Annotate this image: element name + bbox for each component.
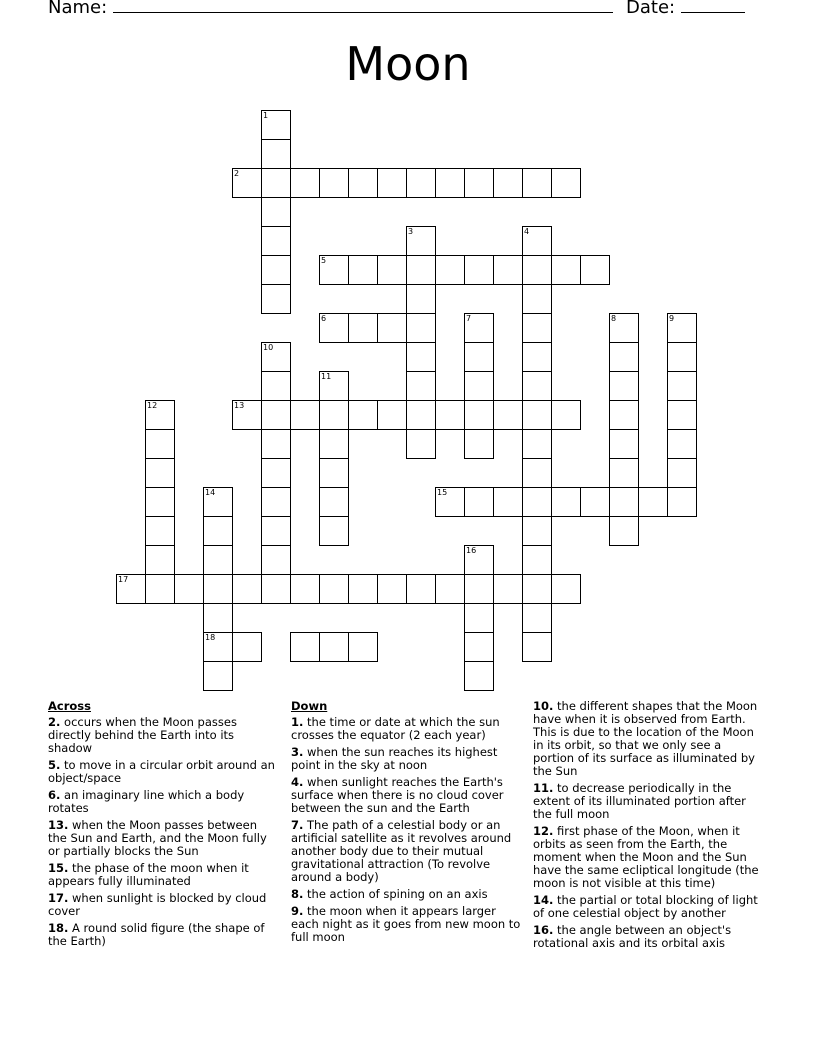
crossword-cell[interactable] bbox=[464, 313, 494, 343]
crossword-cell[interactable] bbox=[406, 371, 436, 401]
crossword-cell[interactable] bbox=[522, 458, 552, 488]
page-title: Moon bbox=[345, 37, 471, 91]
crossword-cell[interactable] bbox=[261, 168, 291, 198]
crossword-cell[interactable] bbox=[348, 168, 378, 198]
cell-number: 9 bbox=[669, 314, 675, 323]
crossword-cell[interactable] bbox=[493, 487, 523, 517]
clue-item bbox=[291, 776, 523, 815]
crossword-cell[interactable] bbox=[261, 487, 291, 517]
cell-number: 18 bbox=[205, 633, 216, 642]
clue-number: 7. bbox=[291, 818, 304, 832]
cell-number: 7 bbox=[466, 314, 472, 323]
cell-number: 15 bbox=[437, 488, 448, 497]
clue-item bbox=[48, 862, 276, 888]
clue-text: the different shapes that the Moon have when it is observed from Earth. This is due to the location of the Moon in its orbit, so that we only see a portion of its surface as illuminated by the Sun bbox=[533, 699, 758, 778]
crossword-cell[interactable] bbox=[609, 429, 639, 459]
crossword-cell[interactable] bbox=[261, 226, 291, 256]
crossword-cell[interactable] bbox=[464, 632, 494, 662]
clue-item bbox=[48, 716, 276, 755]
crossword-cell[interactable] bbox=[464, 661, 494, 691]
cell-number: 16 bbox=[466, 546, 477, 555]
cell-number: 3 bbox=[408, 227, 414, 236]
crossword-cell[interactable] bbox=[464, 603, 494, 633]
clue-text: the moon when it appears larger each night as it goes from new moon to full moon bbox=[291, 904, 521, 944]
crossword-cell[interactable] bbox=[261, 110, 291, 140]
crossword-cell[interactable] bbox=[319, 574, 349, 604]
down-clue-list bbox=[291, 716, 523, 944]
clue-text: A round solid figure (the shape of the Earth) bbox=[48, 921, 265, 948]
crossword-cell[interactable] bbox=[551, 255, 581, 285]
crossword-cell[interactable] bbox=[406, 255, 436, 285]
crossword-cell[interactable] bbox=[609, 371, 639, 401]
crossword-cell[interactable] bbox=[522, 255, 552, 285]
crossword-cell[interactable] bbox=[493, 255, 523, 285]
crossword-cell[interactable] bbox=[522, 603, 552, 633]
crossword-cell[interactable] bbox=[667, 458, 697, 488]
crossword-cell[interactable] bbox=[609, 400, 639, 430]
clue-number: 10. bbox=[533, 699, 554, 713]
crossword-cell[interactable] bbox=[261, 400, 291, 430]
crossword-cell[interactable] bbox=[319, 168, 349, 198]
clue-number: 11. bbox=[533, 781, 554, 795]
crossword-cell[interactable] bbox=[522, 400, 552, 430]
cell-number: 10 bbox=[263, 343, 274, 352]
crossword-cell[interactable] bbox=[464, 545, 494, 575]
crossword-cell[interactable] bbox=[609, 487, 639, 517]
crossword-cell[interactable] bbox=[319, 487, 349, 517]
clue-item bbox=[48, 922, 276, 948]
clue-item bbox=[48, 819, 276, 858]
clue-item bbox=[48, 789, 276, 815]
clue-number: 12. bbox=[533, 824, 554, 838]
clue-item bbox=[533, 894, 765, 920]
clue-number: 13. bbox=[48, 818, 69, 832]
clue-number: 18. bbox=[48, 921, 69, 935]
cell-number: 13 bbox=[234, 401, 245, 410]
crossword-cell[interactable] bbox=[145, 429, 175, 459]
crossword-cell[interactable] bbox=[377, 255, 407, 285]
crossword-cell[interactable] bbox=[609, 516, 639, 546]
crossword-cell[interactable] bbox=[522, 429, 552, 459]
clue-item bbox=[291, 716, 523, 742]
crossword-cell[interactable] bbox=[667, 342, 697, 372]
crossword-cell[interactable] bbox=[464, 255, 494, 285]
crossword-cell[interactable] bbox=[522, 371, 552, 401]
crossword-cell[interactable] bbox=[232, 168, 262, 198]
crossword-cell[interactable] bbox=[464, 400, 494, 430]
crossword-cell[interactable] bbox=[348, 313, 378, 343]
crossword-cell[interactable] bbox=[348, 400, 378, 430]
crossword-cell[interactable] bbox=[406, 342, 436, 372]
crossword-cell[interactable] bbox=[348, 632, 378, 662]
crossword-cell[interactable] bbox=[203, 516, 233, 546]
crossword-cell[interactable] bbox=[319, 458, 349, 488]
clue-item bbox=[533, 782, 765, 821]
crossword-cell[interactable] bbox=[522, 516, 552, 546]
crossword-cell[interactable] bbox=[667, 429, 697, 459]
cell-number: 8 bbox=[611, 314, 617, 323]
crossword-cell[interactable] bbox=[319, 429, 349, 459]
crossword-cell[interactable] bbox=[522, 574, 552, 604]
crossword-cell[interactable] bbox=[435, 574, 465, 604]
clue-text: occurs when the Moon passes directly behind the Earth into its shadow bbox=[48, 715, 237, 755]
crossword-cell[interactable] bbox=[232, 574, 262, 604]
clue-text: when the Moon passes between the Sun and Earth, and the Moon fully or partially blocks the Sun bbox=[48, 818, 267, 858]
down-clues-continued bbox=[533, 700, 765, 954]
crossword-cell[interactable] bbox=[290, 632, 320, 662]
date-label: Date: bbox=[626, 0, 676, 18]
cell-number: 1 bbox=[263, 111, 269, 120]
crossword-cell[interactable] bbox=[261, 574, 291, 604]
clue-item bbox=[291, 905, 523, 944]
clue-text: when the sun reaches its highest point in the sky at noon bbox=[291, 745, 498, 772]
clue-text: the time or date at which the sun crosses the equator (2 each year) bbox=[291, 715, 500, 742]
clue-text: the partial or total blocking of light of one celestial object by another bbox=[533, 893, 758, 920]
crossword-cell[interactable] bbox=[522, 342, 552, 372]
clue-number: 15. bbox=[48, 861, 69, 875]
crossword-cell[interactable] bbox=[435, 168, 465, 198]
clue-text: to decrease periodically in the extent of its illuminated portion after the full moon bbox=[533, 781, 746, 821]
clue-number: 5. bbox=[48, 758, 61, 772]
crossword-cell[interactable] bbox=[377, 168, 407, 198]
crossword-cell[interactable] bbox=[377, 313, 407, 343]
crossword-cell[interactable] bbox=[551, 168, 581, 198]
crossword-cell[interactable] bbox=[261, 342, 291, 372]
clue-item bbox=[48, 892, 276, 918]
crossword-cell[interactable] bbox=[435, 487, 465, 517]
crossword-cell[interactable] bbox=[261, 371, 291, 401]
crossword-cell[interactable] bbox=[406, 226, 436, 256]
crossword-cell[interactable] bbox=[522, 226, 552, 256]
cell-number: 11 bbox=[321, 372, 332, 381]
crossword-cell[interactable] bbox=[290, 168, 320, 198]
crossword-cell[interactable] bbox=[203, 632, 233, 662]
clue-number: 9. bbox=[291, 904, 304, 918]
crossword-cell[interactable] bbox=[203, 603, 233, 633]
crossword-cell[interactable] bbox=[203, 661, 233, 691]
clue-text: to move in a circular orbit around an object/space bbox=[48, 758, 275, 785]
crossword-cell[interactable] bbox=[551, 400, 581, 430]
crossword-cell[interactable] bbox=[261, 429, 291, 459]
crossword-cell[interactable] bbox=[406, 429, 436, 459]
clue-number: 14. bbox=[533, 893, 554, 907]
clue-text: when sunlight reaches the Earth's surface when there is no cloud cover between the sun and the Earth bbox=[291, 775, 504, 815]
crossword-cell[interactable] bbox=[406, 284, 436, 314]
clue-text: The path of a celestial body or an artificial satellite as it revolves around another body due to their mutual gravitational attraction (To revolve around a body) bbox=[291, 818, 512, 884]
crossword-cell[interactable] bbox=[145, 487, 175, 517]
crossword-cell[interactable] bbox=[319, 516, 349, 546]
crossword-cell[interactable] bbox=[406, 168, 436, 198]
clue-item bbox=[291, 746, 523, 772]
crossword-cell[interactable] bbox=[145, 516, 175, 546]
crossword-cell[interactable] bbox=[232, 400, 262, 430]
crossword-cell[interactable] bbox=[551, 487, 581, 517]
clue-text: the action of spining on an axis bbox=[303, 887, 488, 901]
crossword-cell[interactable] bbox=[522, 632, 552, 662]
crossword-cell[interactable] bbox=[522, 313, 552, 343]
crossword-cell[interactable] bbox=[174, 574, 204, 604]
clue-number: 8. bbox=[291, 887, 304, 901]
crossword-cell[interactable] bbox=[609, 458, 639, 488]
down-heading: Down bbox=[291, 699, 328, 713]
cell-number: 6 bbox=[321, 314, 327, 323]
crossword-cell[interactable] bbox=[609, 342, 639, 372]
crossword-cell[interactable] bbox=[261, 516, 291, 546]
crossword-cell[interactable] bbox=[406, 400, 436, 430]
clue-item bbox=[48, 759, 276, 785]
crossword-cell[interactable] bbox=[319, 313, 349, 343]
crossword-cell[interactable] bbox=[348, 574, 378, 604]
clue-number: 3. bbox=[291, 745, 304, 759]
crossword-cell[interactable] bbox=[319, 255, 349, 285]
crossword-cell[interactable] bbox=[116, 574, 146, 604]
across-heading: Across bbox=[48, 699, 91, 713]
crossword-cell[interactable] bbox=[406, 313, 436, 343]
clue-number: 16. bbox=[533, 923, 554, 937]
crossword-cell[interactable] bbox=[290, 574, 320, 604]
clue-number: 1. bbox=[291, 715, 304, 729]
cell-number: 5 bbox=[321, 256, 327, 265]
crossword-cell[interactable] bbox=[435, 400, 465, 430]
clue-item bbox=[291, 888, 523, 901]
clue-number: 17. bbox=[48, 891, 69, 905]
crossword-cell[interactable] bbox=[609, 313, 639, 343]
down-clues bbox=[291, 700, 523, 948]
crossword-cell[interactable] bbox=[145, 458, 175, 488]
crossword-cell[interactable] bbox=[435, 255, 465, 285]
crossword-cell[interactable] bbox=[261, 139, 291, 169]
crossword-cell[interactable] bbox=[261, 255, 291, 285]
crossword-cell[interactable] bbox=[261, 545, 291, 575]
crossword-cell[interactable] bbox=[522, 168, 552, 198]
crossword-cell[interactable] bbox=[667, 487, 697, 517]
crossword-cell[interactable] bbox=[464, 487, 494, 517]
crossword-cell[interactable] bbox=[348, 255, 378, 285]
crossword-cell[interactable] bbox=[464, 574, 494, 604]
crossword-cell[interactable] bbox=[203, 574, 233, 604]
crossword-cell[interactable] bbox=[377, 574, 407, 604]
crossword-cell[interactable] bbox=[522, 545, 552, 575]
crossword-cell[interactable] bbox=[580, 487, 610, 517]
crossword-cell[interactable] bbox=[145, 545, 175, 575]
crossword-cell[interactable] bbox=[493, 400, 523, 430]
clue-text: an imaginary line which a body rotates bbox=[48, 788, 245, 815]
crossword-cell[interactable] bbox=[464, 168, 494, 198]
clue-number: 6. bbox=[48, 788, 61, 802]
crossword-cell[interactable] bbox=[261, 458, 291, 488]
clue-number: 4. bbox=[291, 775, 304, 789]
crossword-cell[interactable] bbox=[667, 313, 697, 343]
crossword-cell[interactable] bbox=[261, 197, 291, 227]
crossword-cell[interactable] bbox=[145, 574, 175, 604]
crossword-cell[interactable] bbox=[319, 371, 349, 401]
crossword-cell[interactable] bbox=[290, 400, 320, 430]
crossword-cell[interactable] bbox=[667, 371, 697, 401]
clue-text: the angle between an object's rotational axis and its orbital axis bbox=[533, 923, 732, 950]
crossword-cell[interactable] bbox=[464, 429, 494, 459]
clue-item bbox=[291, 819, 523, 884]
name-label: Name: bbox=[48, 0, 108, 18]
crossword-cell[interactable] bbox=[232, 632, 262, 662]
across-clues bbox=[48, 700, 276, 952]
cell-number: 14 bbox=[205, 488, 216, 497]
crossword-cell[interactable] bbox=[464, 371, 494, 401]
cell-number: 4 bbox=[524, 227, 530, 236]
clue-item bbox=[533, 825, 765, 890]
clue-item bbox=[533, 700, 765, 778]
down-clue-list-continued bbox=[533, 700, 765, 950]
crossword-cell[interactable] bbox=[638, 487, 668, 517]
crossword-cell[interactable] bbox=[551, 574, 581, 604]
crossword-cell[interactable] bbox=[319, 400, 349, 430]
crossword-cell[interactable] bbox=[522, 487, 552, 517]
clue-text: when sunlight is blocked by cloud cover bbox=[48, 891, 267, 918]
crossword-cell[interactable] bbox=[319, 632, 349, 662]
crossword-cell[interactable] bbox=[145, 400, 175, 430]
across-clue-list bbox=[48, 716, 276, 948]
crossword-cell[interactable] bbox=[493, 574, 523, 604]
crossword-cell[interactable] bbox=[203, 487, 233, 517]
crossword-cell[interactable] bbox=[580, 255, 610, 285]
clue-number: 2. bbox=[48, 715, 61, 729]
crossword-cell[interactable] bbox=[261, 284, 291, 314]
clue-text: first phase of the Moon, when it orbits as seen from the Earth, the moment when the Moon and the Sun have the same ecliptical longitude (the moon is not visible at this time) bbox=[533, 824, 759, 890]
crossword-cell[interactable] bbox=[667, 400, 697, 430]
clue-text: the phase of the moon when it appears fully illuminated bbox=[48, 861, 249, 888]
crossword-cell[interactable] bbox=[522, 284, 552, 314]
clue-item bbox=[533, 924, 765, 950]
crossword-cell[interactable] bbox=[377, 400, 407, 430]
crossword-cell[interactable] bbox=[203, 545, 233, 575]
cell-number: 12 bbox=[147, 401, 158, 410]
cell-number: 2 bbox=[234, 169, 240, 178]
crossword-cell[interactable] bbox=[493, 168, 523, 198]
crossword-cell[interactable] bbox=[406, 574, 436, 604]
crossword-cell[interactable] bbox=[464, 342, 494, 372]
cell-number: 17 bbox=[118, 575, 129, 584]
